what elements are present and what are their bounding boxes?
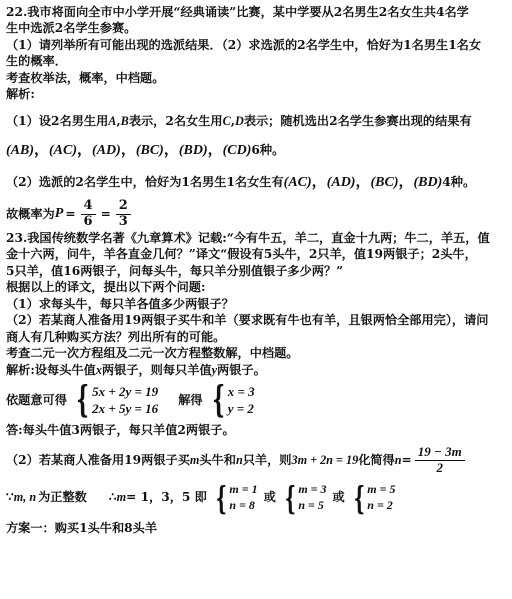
q22-stem-line2: 生中选派2名学生参赛。 [6,21,137,36]
pair-item: (AD) [326,175,356,191]
q23-answer1: 答:每头牛值3两银子，每只羊值2两银子。 [6,423,235,438]
pair-item: (AC) [283,175,312,191]
q22-solution2-line: （2）选派的2名学生中，恰好为1名男生1名女生有(AC)，(AD)，(BC)，(BD)4种。 [6,172,476,191]
pair-item: (AD) [92,143,121,159]
pair-item: (AB) [6,143,34,159]
q22-parts-line1: （1）请列举所有可能出现的选派结果．（2）求选派的2名学生中，恰好为1名男生1名女 [6,37,482,52]
q23-stem-line1: 23.我国传统数学名著《九章算术》记载:“今有牛五，羊二，直金十九两；牛二，羊五，值 [6,230,490,245]
solution-x: x = 3 [227,383,255,399]
case-3: { m = 5 n = 2 [353,478,396,517]
case-2: { m = 3 n = 5 [284,478,327,517]
left-brace-icon: { [284,478,296,517]
left-brace-icon: { [215,478,227,517]
q23-part1: （1）求每头牛，每只羊各值多少两银子？ [6,296,234,311]
q22-stem-line1: 22.我市将面向全市中小学开展“经典诵读”比赛，某中学要从2名男生2名女生共4名学 [6,5,469,19]
pair-item: (BD) [178,143,208,159]
fraction-n: $\frac{19 - 3m}{2}$ [415,445,465,476]
q23-integer-cases-line: ∵ m, n 为正整数 ∴ m = 1，3，5 即 { m = 1 n = 8 或 { m = 3 n = 5 或 { m = 5 n = 2 [6,478,396,517]
q23-system-line: 依题意可得 { 5x + 2y = 19 2x + 5y = 16 解得 { x = 3 y = 2 [6,379,255,422]
q23-part2-line2: 商人有几种购买方法？列出所有的可能。 [6,329,226,344]
pair-item: (BC) [370,175,399,191]
q23-part2-line1: （2）若某商人准备用19两银子买牛和羊（要求既有牛也有羊，且银两恰全部用完），请问 [6,313,489,328]
q23-analysis-line: 解析:设每头牛值x两银子，则每只羊值y两银子。 [6,362,266,377]
q22-all-pairs: (AB)，(AC)，(AD)，(BC)，(BD)，(CD)6种。 [6,140,285,159]
q23-part2-equation-line: （2）若某商人准备用19两银子买 m 头牛和 n 只羊，则 3m + 2n = 19 化简得 n = $\frac{19 - 3m}{2}$ [6,445,504,476]
q22-analysis-label: 解析: [6,87,35,102]
fraction-4-6: $\frac{4}{6}$ [81,199,96,230]
q22-topic: 考查枚举法，概率，中档题。 [6,70,165,85]
q22-solution1-line: （1）设2名男生用A,B表示，2名女生用C,D表示；随机选出2名学生参赛出现的结果有 [6,113,472,128]
q23-stem-line2: 金十六两，问牛，羊各直金几何？”译文“假设有5头牛，2只羊，值19两银子；2头牛， [6,247,477,262]
equation-2: 2x + 5y = 16 [92,401,159,417]
q23-plan1: 方案一：购买1头牛和8头羊 [6,520,158,535]
q23-stem-line4: 根据以上的译文，提出以下两个问题: [6,280,206,295]
left-brace-icon: { [353,478,365,517]
pair-item: (AC) [49,143,78,159]
q23-topic: 考查二元一次方程组及二元一次方程整数解，中档题。 [6,346,299,361]
pair-item: (CD) [222,143,252,159]
q22-parts-line2: 生的概率． [6,54,67,69]
left-brace-icon: { [211,379,225,422]
equation-1: 5x + 2y = 19 [92,383,159,399]
pair-item: (BC) [135,143,164,159]
solution-y: y = 2 [227,401,254,417]
q22-probability-line: 故概率为 P = $\frac{4}{6}$ = $\frac{2}{3}$ [6,199,504,230]
solution-system [207,379,255,422]
left-brace-icon: { [76,379,89,422]
equation-system [71,379,159,422]
case-1: { m = 1 n = 8 [215,478,258,517]
fraction-2-3: $\frac{2}{3}$ [116,199,131,230]
pair-item: (BD) [413,175,443,191]
q23-stem-line3: 5只羊，值16两银子，问每头牛，每只羊分别值银子多少两？” [6,263,344,278]
